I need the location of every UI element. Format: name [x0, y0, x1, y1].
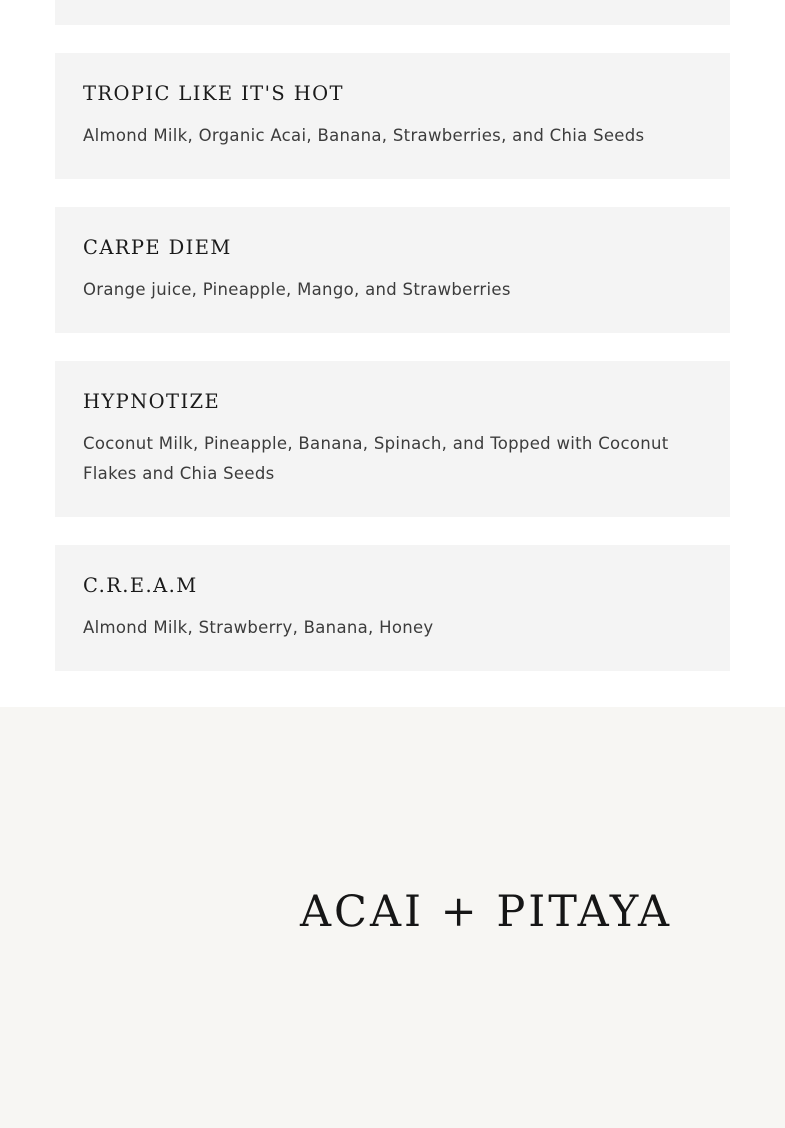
menu-item-description: Orange juice, Pineapple, Mango, and Strawberries: [83, 280, 511, 299]
menu-item-title: CARPE DIEM: [83, 236, 232, 259]
menu-card-tropic-like-its-hot: [55, 53, 730, 179]
menu-card-partial: [55, 0, 730, 25]
menu-card-carpe-diem: [55, 207, 730, 333]
menu-item-description: Almond Milk, Strawberry, Banana, Honey: [83, 618, 434, 637]
menu-item-title: HYPNOTIZE: [83, 390, 221, 413]
menu-item-description: Coconut Milk, Pineapple, Banana, Spinach, and Topped with Coconut Flakes and Chia Seeds: [83, 434, 669, 483]
menu-card-hypnotize: [55, 361, 730, 517]
menu-item-description: Almond Milk, Organic Acai, Banana, Strawberries, and Chia Seeds: [83, 126, 645, 145]
menu-item-title: C.R.E.A.M: [83, 574, 198, 597]
acai-pitaya-section: [0, 707, 785, 1128]
menu-card-cream: [55, 545, 730, 671]
menu-item-title: TROPIC LIKE IT'S HOT: [83, 82, 344, 105]
section-heading: ACAI + PITAYA: [300, 887, 673, 937]
